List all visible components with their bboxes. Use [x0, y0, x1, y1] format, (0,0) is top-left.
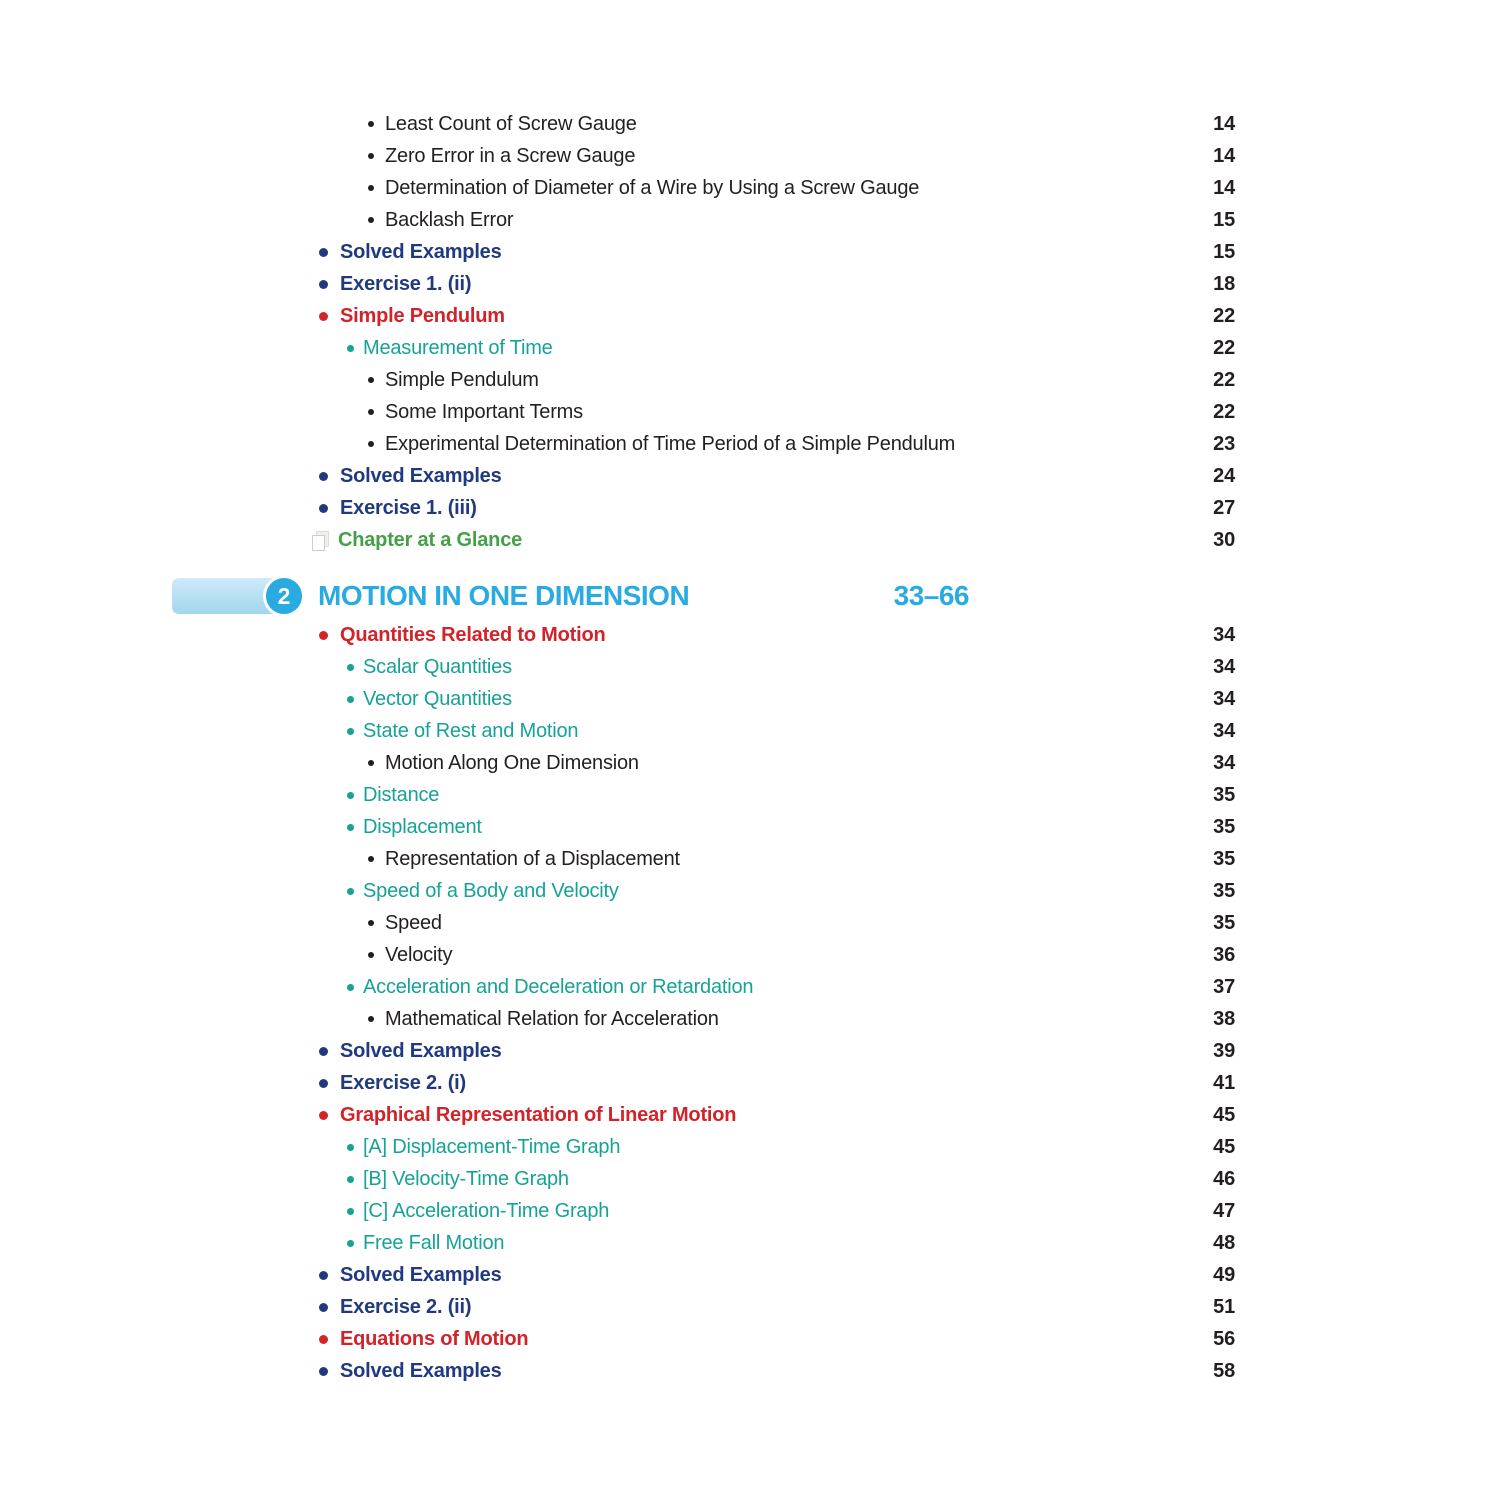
bullet-icon: [368, 856, 374, 862]
toc-entry-page: 22: [1213, 401, 1235, 423]
toc-entry-page: 35: [1213, 816, 1235, 838]
bullet-icon: [319, 1335, 328, 1344]
toc-entry-page: 58: [1213, 1360, 1235, 1382]
bullet-icon: [319, 1111, 328, 1120]
toc-row: [0, 332, 1235, 364]
toc-entry-label: [C] Acceleration-Time Graph: [363, 1200, 610, 1222]
toc-entry-label: Solved Examples: [340, 1264, 502, 1286]
toc-entry-page: 34: [1213, 656, 1235, 678]
toc-row: [0, 300, 1235, 332]
toc-entry-page: 18: [1213, 273, 1235, 295]
toc-row: [0, 1067, 1235, 1099]
bullet-icon: [347, 888, 354, 895]
toc-entry-page: 14: [1213, 113, 1235, 135]
toc-entry-label: Exercise 2. (ii): [340, 1296, 472, 1318]
page-icon: [312, 531, 328, 550]
toc-entry-label: Simple Pendulum: [385, 369, 539, 391]
toc-row: [0, 1355, 1235, 1387]
toc-entry-page: 35: [1213, 848, 1235, 870]
toc-row: [0, 1323, 1235, 1355]
toc-entry-page: 14: [1213, 145, 1235, 167]
toc-entry-label: Speed of a Body and Velocity: [363, 880, 619, 902]
toc-entry-label: Determination of Diameter of a Wire by Using a Screw Gauge: [385, 177, 920, 199]
toc-row: [0, 1003, 1235, 1035]
bullet-icon: [319, 472, 328, 481]
toc-entry-page: 34: [1213, 624, 1235, 646]
toc-entry-label: Displacement: [363, 816, 482, 838]
toc-entry-label: Mathematical Relation for Acceleration: [385, 1008, 719, 1030]
bullet-icon: [368, 1016, 374, 1022]
toc-entry-page: 45: [1213, 1136, 1235, 1158]
toc-entry-page: 35: [1213, 912, 1235, 934]
toc-row: [0, 875, 1235, 907]
toc-entry-page: 15: [1213, 241, 1235, 263]
bullet-icon: [368, 153, 374, 159]
toc-entry-page: 47: [1213, 1200, 1235, 1222]
toc-entry-label: Simple Pendulum: [340, 305, 505, 327]
toc-row: [0, 1259, 1235, 1291]
toc-entry-label: [B] Velocity-Time Graph: [363, 1168, 569, 1190]
bullet-icon: [368, 760, 374, 766]
toc-row: [0, 140, 1235, 172]
toc-entry-page: 48: [1213, 1232, 1235, 1254]
toc-entry-label: Representation of a Displacement: [385, 848, 680, 870]
toc-row: [0, 779, 1235, 811]
toc-entry-label: Some Important Terms: [385, 401, 583, 423]
toc-entry-page: 41: [1213, 1072, 1235, 1094]
toc-entry-page: 34: [1213, 720, 1235, 742]
chapter-heading: [0, 573, 1235, 619]
bullet-icon: [347, 792, 354, 799]
toc-entry-page: 22: [1213, 337, 1235, 359]
toc-row: [0, 364, 1235, 396]
toc-row: [0, 428, 1235, 460]
bullet-icon: [368, 217, 374, 223]
toc-entry-label: Solved Examples: [340, 1040, 502, 1062]
toc-entry-label: Solved Examples: [340, 465, 502, 487]
chapter-number-badge: 2: [263, 575, 305, 617]
toc-row: [0, 715, 1235, 747]
toc-entry-page: 38: [1213, 1008, 1235, 1030]
toc-entry-label: Distance: [363, 784, 440, 806]
toc-row: [0, 1291, 1235, 1323]
bullet-icon: [347, 1240, 354, 1247]
toc-entry-label: Vector Quantities: [363, 688, 512, 710]
bullet-icon: [319, 1047, 328, 1056]
bullet-icon: [368, 377, 374, 383]
toc-entry-label: Free Fall Motion: [363, 1232, 505, 1254]
toc-row: [0, 683, 1235, 715]
toc-row: [0, 907, 1235, 939]
bullet-icon: [347, 696, 354, 703]
bullet-icon: [368, 920, 374, 926]
toc-row: [0, 1035, 1235, 1067]
toc-entry-page: 22: [1213, 305, 1235, 327]
toc-entry-label: Exercise 1. (iii): [340, 497, 477, 519]
bullet-icon: [368, 121, 374, 127]
toc-row: [0, 236, 1235, 268]
toc-entry-label: Experimental Determination of Time Period of a Simple Pendulum: [385, 433, 956, 455]
bullet-icon: [368, 952, 374, 958]
toc-entry-label: Scalar Quantities: [363, 656, 512, 678]
toc-row: [0, 971, 1235, 1003]
toc-entry-page: 39: [1213, 1040, 1235, 1062]
bullet-icon: [319, 312, 328, 321]
toc-entry-page: 24: [1213, 465, 1235, 487]
toc-entry-page: 49: [1213, 1264, 1235, 1286]
toc-entry-label: Solved Examples: [340, 1360, 502, 1382]
toc-entry-page: 35: [1213, 880, 1235, 902]
toc-entry-label: Speed: [385, 912, 442, 934]
toc-entry-page: 22: [1213, 369, 1235, 391]
toc-entry-label: Zero Error in a Screw Gauge: [385, 145, 636, 167]
toc-entry-label: Graphical Representation of Linear Motion: [340, 1104, 737, 1126]
toc-entry-label: Exercise 1. (ii): [340, 273, 472, 295]
toc-entry-page: 46: [1213, 1168, 1235, 1190]
bullet-icon: [347, 1176, 354, 1183]
toc-row: [0, 747, 1235, 779]
toc-entry-page: 37: [1213, 976, 1235, 998]
toc-row: [0, 172, 1235, 204]
toc-row: [0, 1099, 1235, 1131]
bullet-icon: [319, 1271, 328, 1280]
toc-row: [0, 524, 1235, 556]
bullet-icon: [368, 185, 374, 191]
toc-entry-label: [A] Displacement-Time Graph: [363, 1136, 621, 1158]
toc-entry-page: 23: [1213, 433, 1235, 455]
chapter-title: MOTION IN ONE DIMENSION: [318, 580, 690, 611]
toc-entry-label: Exercise 2. (i): [340, 1072, 466, 1094]
toc-row: [0, 939, 1235, 971]
bullet-icon: [319, 1367, 328, 1376]
toc-entry-page: 34: [1213, 688, 1235, 710]
toc-entry-label: Backlash Error: [385, 209, 514, 231]
toc-entry-label: Velocity: [385, 944, 453, 966]
bullet-icon: [347, 728, 354, 735]
toc-row: [0, 651, 1235, 683]
toc-row: [0, 1163, 1235, 1195]
toc-row: [0, 268, 1235, 300]
toc-entry-label: Measurement of Time: [363, 337, 553, 359]
bullet-icon: [319, 631, 328, 640]
toc-entry-label: Equations of Motion: [340, 1328, 529, 1350]
bullet-icon: [319, 248, 328, 257]
toc-entry-label: Least Count of Screw Gauge: [385, 113, 637, 135]
toc-entry-label: State of Rest and Motion: [363, 720, 579, 742]
toc-entry-page: 15: [1213, 209, 1235, 231]
toc-row: [0, 460, 1235, 492]
toc-entry-page: 35: [1213, 784, 1235, 806]
toc-row: [0, 843, 1235, 875]
bullet-icon: [347, 664, 354, 671]
toc-entry-page: 51: [1213, 1296, 1235, 1318]
toc-entry-label: Acceleration and Deceleration or Retardation: [363, 976, 754, 998]
bullet-icon: [347, 345, 354, 352]
bullet-icon: [368, 441, 374, 447]
toc-entry-label: Solved Examples: [340, 241, 502, 263]
bullet-icon: [347, 824, 354, 831]
toc-entry-label: Chapter at a Glance: [338, 529, 523, 551]
bullet-icon: [319, 1079, 328, 1088]
bullet-icon: [368, 409, 374, 415]
toc-row: [0, 204, 1235, 236]
toc-entry-page: 45: [1213, 1104, 1235, 1126]
bullet-icon: [319, 280, 328, 289]
toc-entry-label: Quantities Related to Motion: [340, 624, 606, 646]
toc-row: [0, 1195, 1235, 1227]
toc-entry-label: Motion Along One Dimension: [385, 752, 639, 774]
chapter-page-range: 33–66: [893, 580, 969, 611]
toc-entry-page: 34: [1213, 752, 1235, 774]
toc-entry-page: 30: [1213, 529, 1235, 551]
toc-entry-page: 27: [1213, 497, 1235, 519]
toc-entry-page: 56: [1213, 1328, 1235, 1350]
bullet-icon: [347, 1208, 354, 1215]
bullet-icon: [347, 1144, 354, 1151]
toc-row: [0, 396, 1235, 428]
toc-row: [0, 1227, 1235, 1259]
toc-row: [0, 108, 1235, 140]
toc-row: [0, 619, 1235, 651]
toc-entry-page: 36: [1213, 944, 1235, 966]
bullet-icon: [347, 984, 354, 991]
toc-row: [0, 811, 1235, 843]
bullet-icon: [319, 1303, 328, 1312]
toc-row: [0, 492, 1235, 524]
toc-row: [0, 1131, 1235, 1163]
toc-entry-page: 14: [1213, 177, 1235, 199]
bullet-icon: [319, 504, 328, 513]
